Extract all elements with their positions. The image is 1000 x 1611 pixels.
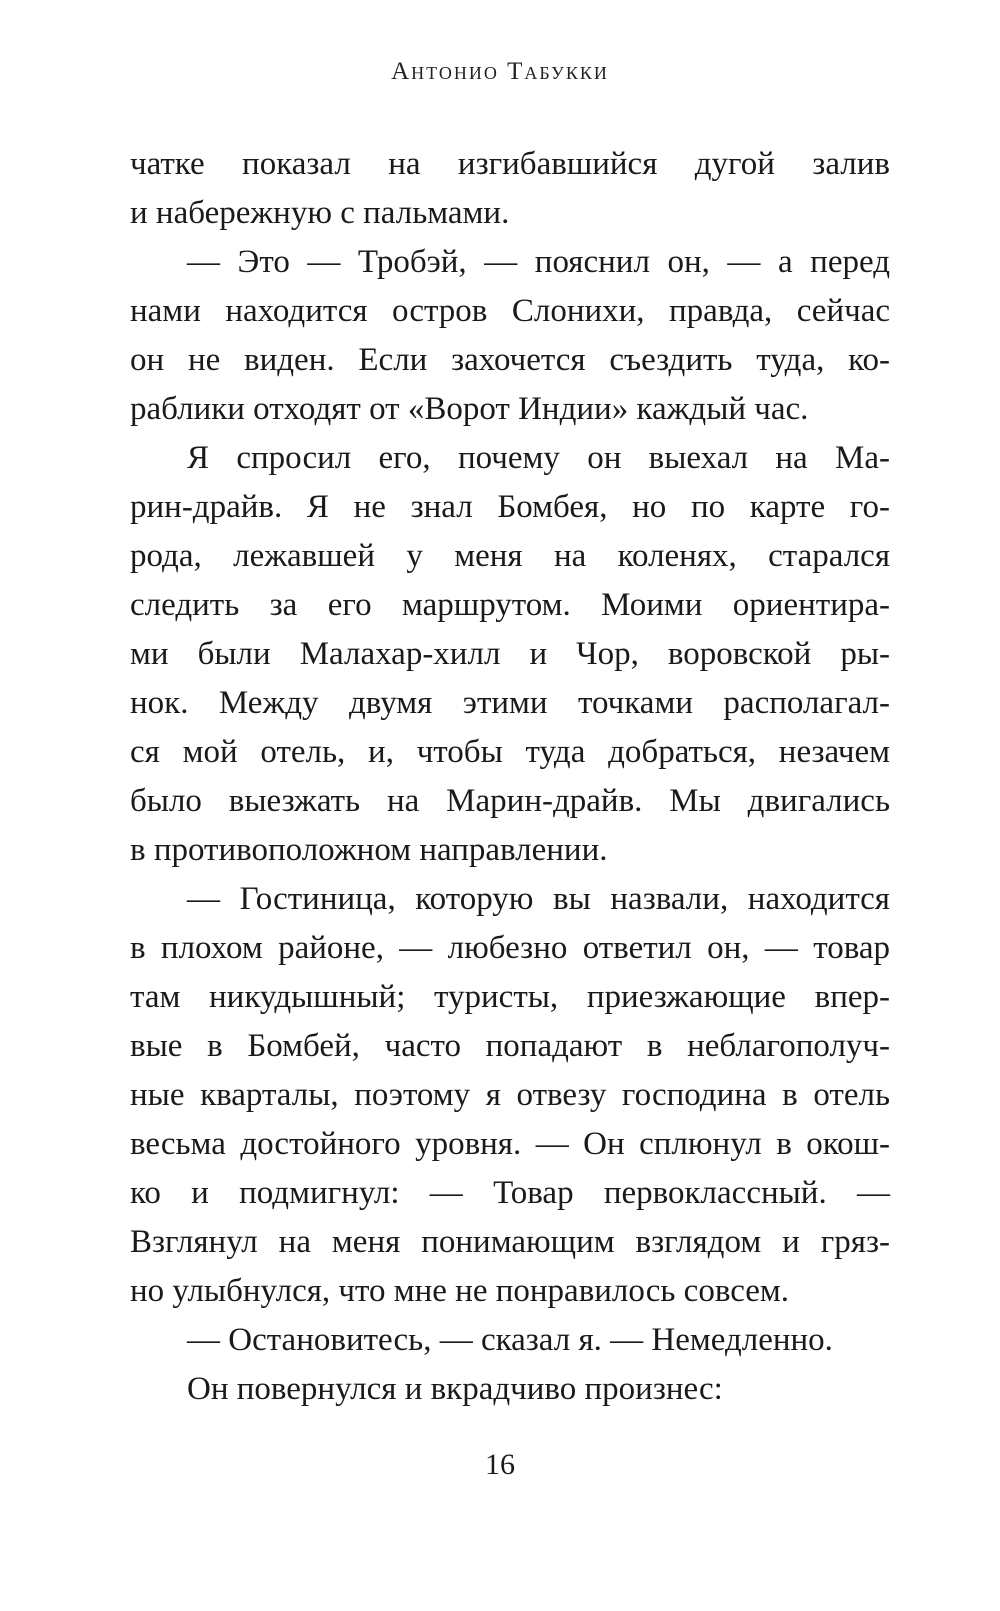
text-line: чатке показал на изгибавшийся дугой залив xyxy=(130,146,890,182)
text-line: — Остановитесь, — сказал я. — Немедленно. xyxy=(187,1322,833,1358)
text-line: — Гостиница, которую вы назвали, находится xyxy=(187,881,890,917)
text-line: Взглянул на меня понимающим взглядом и гряз- xyxy=(130,1224,890,1260)
text-line: в плохом районе, — любезно ответил он, — товар xyxy=(130,930,890,966)
text-line: ко и подмигнул: — Товар первоклассный. — xyxy=(130,1175,890,1211)
text-line: он не виден. Если захочется съездить туда, ко- xyxy=(130,342,890,378)
text-line: но улыбнулся, что мне не понравилось совсем. xyxy=(130,1273,790,1309)
text-line: нами находится остров Слонихи, правда, сейчас xyxy=(130,293,890,329)
text-line: рода, лежавшей у меня на коленях, старался xyxy=(130,538,890,574)
text-line: там никудышный; туристы, приезжающие впер- xyxy=(130,979,890,1015)
text-line: ся мой отель, и, чтобы туда добраться, незачем xyxy=(130,734,890,770)
body-text xyxy=(130,140,890,1414)
page-number: 16 xyxy=(485,1448,515,1481)
text-line: — Это — Тробэй, — пояснил он, — а перед xyxy=(187,244,890,280)
text-line: ные кварталы, поэтому я отвезу господина в отель xyxy=(130,1077,890,1113)
text-line: весьма достойного уровня. — Он сплюнул в окош- xyxy=(130,1126,890,1162)
text-line: нок. Между двумя этими точками располагал- xyxy=(130,685,890,721)
text-line: рин-драйв. Я не знал Бомбея, но по карте го- xyxy=(130,489,890,525)
text-line: и набережную с пальмами. xyxy=(130,195,510,231)
text-line: вые в Бомбей, часто попадают в неблагополуч- xyxy=(130,1028,890,1064)
text-line: Я спросил его, почему он выехал на Ма- xyxy=(187,440,890,476)
text-line: ми были Малахар-хилл и Чор, воровской ры- xyxy=(130,636,890,672)
text-line: Он повернулся и вкрадчиво произнес: xyxy=(187,1371,723,1407)
text-line: было выезжать на Марин-драйв. Мы двигались xyxy=(130,783,890,819)
text-line: следить за его маршрутом. Моими ориентира- xyxy=(130,587,890,623)
running-head: Антонио Табукки xyxy=(391,58,609,85)
text-line: раблики отходят от «Ворот Индии» каждый час. xyxy=(130,391,809,427)
text-line: в противоположном направлении. xyxy=(130,832,608,868)
